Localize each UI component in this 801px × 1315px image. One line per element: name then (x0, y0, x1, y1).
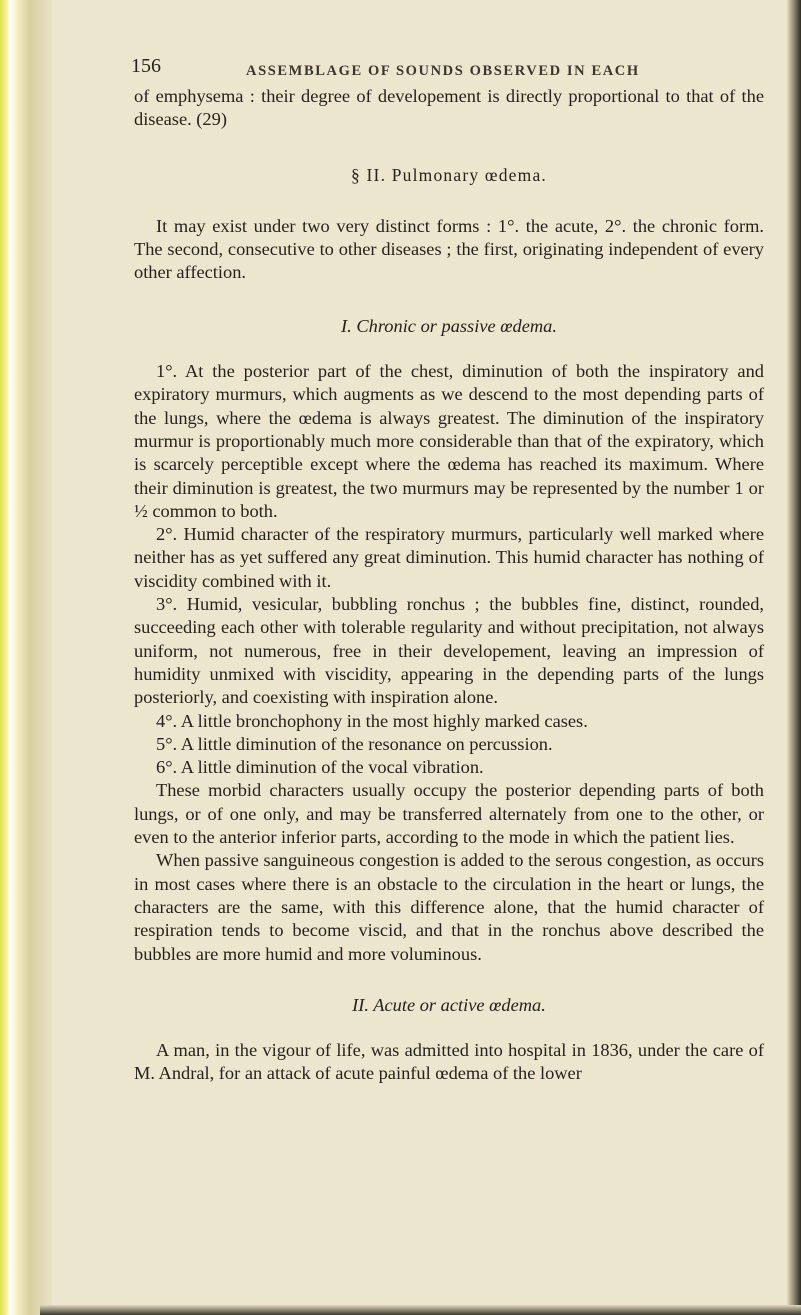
page-number: 156 (131, 55, 161, 77)
paragraph-continuation: of emphysema : their degree of developement is directly proportional to that of the disease. (29) (134, 86, 764, 130)
page-binding-edge (0, 0, 52, 1315)
subheading-acute: II. Acute or active œdema. (352, 994, 546, 1015)
paragraph-item-3: 3°. Humid, vesicular, bubbling ronchus ; the bubbles fine, distinct, rounded, succeeding each other with tolerable regularity and without precipitation, not always uniform, not numerous, free in their developement, leaving an impression of humidity unmixed with viscidity, appearing in the depending parts of the lungs posteriorly, and coexisting with inspiration alone. (134, 594, 764, 708)
paragraph-morbid-characters: These morbid characters usually occupy the posterior depending parts of both lungs, or of one only, and may be transferred alternately from one to the other, or even to the anterior inferior parts, according to the mode in which the patient lies. (134, 780, 764, 848)
page-bottom-edge (40, 1305, 801, 1315)
paragraph-item-2: 2°. Humid character of the respiratory murmurs, particularly well marked where neither has as yet suffered any great diminution. This humid character has nothing of viscidity combined with it. (134, 524, 764, 591)
page-header (131, 55, 764, 79)
page-right-edge (787, 0, 801, 1315)
paragraph-item-6: 6°. A little diminution of the vocal vibration. (156, 757, 484, 778)
book-page (131, 55, 764, 1086)
paragraph-case: A man, in the vigour of life, was admitted into hospital in 1836, under the care of M. Andral, for an attack of acute painful œdema of the lower (134, 1040, 764, 1084)
paragraph-sanguineous-congestion: When passive sanguineous congestion is added to the serous congestion, as occurs in most cases where there is an obstacle to the circulation in the heart or lungs, the characters are the same, with this difference alone, that the humid character of respiration tends to become viscid, and that in the ronchus above described the bubbles are more humid and more voluminous. (134, 850, 764, 964)
paragraph-item-4: 4°. A little bronchophony in the most highly marked cases. (156, 710, 588, 731)
paragraph-forms: It may exist under two very distinct forms : 1°. the acute, 2°. the chronic form. The second, consecutive to other diseases ; the first, originating independent of every other affection. (134, 215, 764, 283)
section-heading: § II. Pulmonary œdema. (350, 164, 548, 185)
subheading-chronic: I. Chronic or passive œdema. (341, 315, 557, 336)
paragraph-item-5: 5°. A little diminution of the resonance on percussion. (156, 733, 553, 754)
running-title: ASSEMBLAGE OF SOUNDS OBSERVED IN EACH (246, 63, 640, 79)
paragraph-item-1: 1°. At the posterior part of the chest, diminution of both the inspiratory and expiratory murmurs, which augments as we descend to the most depending parts of the lungs, where the œdema is always greatest. The diminution of the inspiratory murmur is proportionably much more considerable than that of the expiratory, which is scarcely perceptible except where the œdema has reached its maximum. Where their diminution is greatest, the two murmurs may be represented by the number 1 or ½ common to both. (134, 361, 764, 521)
